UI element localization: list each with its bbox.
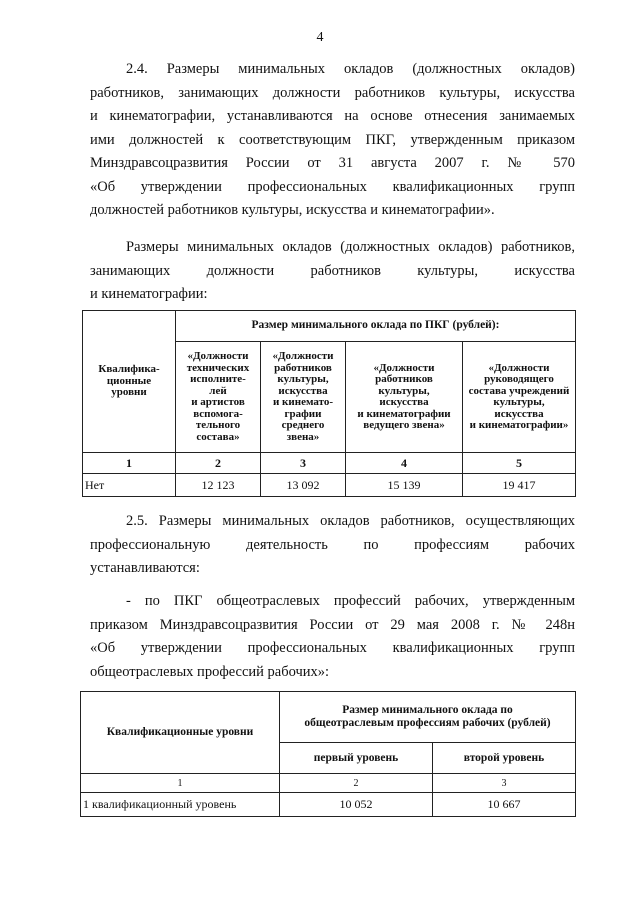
table1-value-cell: 19 417: [463, 474, 576, 497]
text-line: профессиональную деятельность по профессиям рабочих: [90, 536, 575, 553]
text-line: Размеры минимальных окладов (должностных окладов) работников,: [126, 239, 575, 255]
table2-col-header: первый уровень: [280, 743, 433, 774]
table2-col-header: второй уровень: [433, 743, 576, 774]
table-pkg-workers-salaries: [80, 691, 576, 817]
table2-row-label: 1 квалификационный уровень: [81, 793, 280, 817]
table1-group-header: Размер минимального оклада по ПКГ (рублей):: [176, 311, 576, 342]
page-number: 4: [316, 30, 324, 45]
table1-value-cell: 13 092: [261, 474, 346, 497]
table1-value-cell: 15 139: [346, 474, 463, 497]
table1-index-cell: 5: [463, 453, 576, 474]
section-2-4-paragraph: [90, 58, 575, 223]
table2-index-cell: 3: [433, 774, 576, 793]
text-line: 2.5. Размеры минимальных окладов работников, осуществляющих: [126, 513, 575, 529]
table2-index-cell: 1: [81, 774, 280, 793]
text-line: «Об утверждении профессиональных квалификационных групп: [90, 640, 575, 656]
table2-group-header: Размер минимального оклада по общеотраслевым профессиям рабочих (рублей): [280, 692, 576, 743]
text-line: «Об утверждении профессиональных квалификационных групп: [90, 178, 575, 195]
text-line: общеотраслевых профессий рабочих»:: [90, 663, 330, 680]
table-row: [83, 474, 576, 497]
text-line: устанавливаются:: [90, 560, 200, 576]
table1-col-header: «Должности технических исполните- лей и артистов вспомога- тельного состава»: [176, 342, 261, 453]
text-line: занимающих должности работников культуры, искусства: [90, 262, 575, 279]
table1-col-header: «Должности работников культуры, искусства и кинемато- графии среднего звена»: [261, 342, 346, 453]
text-line: Минздравсоцразвития России от 31 августа 2007 г. № 570: [90, 155, 575, 171]
text-line: приказом Минздравсоцразвития России от 29 мая 2008 г. № 248н: [90, 616, 575, 633]
table2-index-cell: 2: [280, 774, 433, 793]
text-line: должностей работников культуры, искусства и кинематографии».: [90, 202, 495, 218]
bullet-paragraph: [90, 590, 575, 684]
text-line: и кинематографии, устанавливаются на основе отнесения занимаемых: [90, 108, 575, 124]
text-line: ими должностей к соответствующим ПКГ, утвержденным приказом: [90, 131, 575, 148]
table2-value-cell: 10 052: [280, 793, 433, 817]
table1-index-cell: 4: [346, 453, 463, 474]
section-2-5-paragraph: [90, 510, 575, 581]
table1-index-cell: 2: [176, 453, 261, 474]
table1-col-header: «Должности работников культуры, искусства и кинематографии ведущего звена»: [346, 342, 463, 453]
text-line: и кинематографии:: [90, 286, 208, 302]
table1-index-cell: 1: [83, 453, 176, 474]
table1-col-header: «Должности руководящего состава учреждений культуры, искусства и кинематографии»: [463, 342, 576, 453]
table1-value-cell: 12 123: [176, 474, 261, 497]
text-line: работников, занимающих должности работников культуры, искусства: [90, 84, 575, 101]
table-row: [81, 793, 576, 817]
table1-col1-header: Квалифика- ционные уровни: [83, 311, 176, 453]
table2-col1-header: Квалификационные уровни: [81, 692, 280, 774]
table2-value-cell: 10 667: [433, 793, 576, 817]
table1-index-cell: 3: [261, 453, 346, 474]
text-line: 2.4. Размеры минимальных окладов (должностных окладов): [126, 61, 575, 77]
text-line: - по ПКГ общеотраслевых профессий рабочих, утвержденным: [126, 593, 575, 609]
table1-row-label: Нет: [83, 474, 176, 497]
table-pkg-culture-salaries: [82, 310, 576, 497]
table1-intro-paragraph: [90, 236, 575, 307]
